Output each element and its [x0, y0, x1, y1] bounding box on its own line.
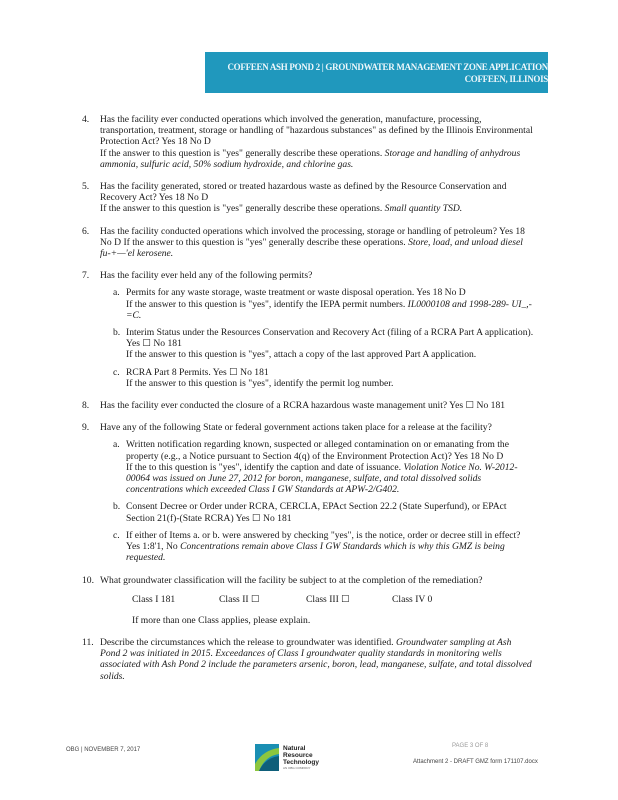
question-9c [113, 530, 534, 564]
question-number: 7. [82, 270, 90, 282]
question-7a [113, 287, 534, 321]
class-iii-option[interactable]: Class III ☐ [306, 593, 350, 605]
header-title: COFFEEN ASH POND 2 | GROUNDWATER MANAGEMENT ZONE APPLICATION [227, 62, 548, 72]
question-text: Has the facility conducted operations which involved the processing, storage or handling of petroleum? Yes 18 No D If the answer to this question is "yes" generally describe these operations. [100, 225, 525, 248]
page-number: PAGE 3 OF 8 [452, 743, 489, 749]
sub-text: Interim Status under the Resources Conservation and Recovery Act (filing of a RCRA Part A application). Yes ☐ No 181 [126, 327, 534, 350]
question-text: Has the facility ever conducted the closure of a RCRA hazardous waste management unit? Yes ☐ No 181 [100, 400, 506, 412]
followup-text: If the answer to this question is "yes", attach a copy of the last approved Part A application. [126, 349, 477, 361]
question-text: Has the facility ever conducted operations which involved the generation, manufacture, processing, transportation, treatment, storage or handling of "hazardous substances" as defined by the Illinois Environmental Protection Act? Yes 18 No D [100, 114, 533, 148]
question-10 [82, 575, 534, 586]
class-ii-option[interactable]: Class II ☐ [219, 593, 260, 605]
company-logo [255, 744, 319, 771]
logo-tagline: AN OBG COMPANY [283, 766, 311, 770]
form-content [82, 114, 534, 682]
question-text: Has the facility ever held any of the following permits? [100, 270, 313, 282]
logo-text: Technology [283, 759, 319, 766]
question-number: 8. [82, 400, 90, 412]
footer-date: OBG | NOVEMBER 7, 2017 [66, 747, 141, 753]
question-9 [82, 422, 534, 433]
logo-mark-icon [255, 744, 279, 771]
sub-text: RCRA Part 8 Permits. Yes ☐ No 181 [126, 366, 269, 378]
answer-text: Store, load, and unload diesel fu-+—'el kerosene. [100, 236, 523, 260]
question-number: 4. [82, 114, 90, 125]
logo-text: Natural [283, 745, 306, 752]
question-5 [82, 181, 534, 215]
question-number: 5. [82, 181, 90, 193]
question-9a [113, 439, 534, 495]
answer-text: IL0000108 and 1998-289- UI_,-=C. [126, 298, 532, 321]
followup-text: If the answer to this question is "yes" generally describe these operations. [100, 203, 383, 215]
sub-letter: c. [113, 529, 120, 541]
question-4 [82, 114, 534, 170]
question-8 [82, 400, 534, 411]
footer-filename: Attachment 2 - DRAFT GMZ form 171107.docx [413, 759, 538, 765]
question-text: Describe the circumstances which the release to groundwater was identified. [100, 636, 394, 648]
answer-text: Concentrations remain above Class I GW Standards which is why this GMZ is being requested. [126, 541, 505, 564]
sub-letter: b. [113, 501, 121, 513]
question-7b [113, 327, 534, 361]
sub-letter: a. [113, 439, 120, 451]
followup-text: If the answer to this question is "yes", identify the IEPA permit numbers. [126, 298, 406, 310]
question-number: 6. [82, 225, 90, 237]
followup-text: If the answer to this question is "yes" generally describe these operations. [100, 147, 383, 159]
question-text: Has the facility generated, stored or treated hazardous waste as defined by the Resource Conservation and Recovery Act? Yes 18 No D [100, 181, 507, 204]
question-text: What groundwater classification will the facility be subject to at the completion of the remediation? [100, 574, 483, 586]
answer-text: Groundwater sampling at Ash Pond 2 was initiated in 2015. Exceedances of Class I groundwater quality standards in monitoring wells associated with Ash Pond 2 include the parameters arsenic, boron, lead, manganese, sulfate, and total dissolved solids. [100, 636, 532, 682]
answer-text: Storage and handling of anhydrous ammonia, sulfuric acid, 50% sodium hydroxide, and chlorine gas. [100, 147, 521, 170]
logo-text: Resource [283, 752, 313, 759]
sub-text: Permits for any waste storage, waste treatment or waste disposal operation. Yes 18 No D [126, 287, 466, 299]
sub-text: If either of Items a. or b. were answered by checking "yes", is the notice, order or decree still in effect? Yes 1:8'1, No [126, 529, 521, 553]
question-text: Have any of the following State or federal government actions taken place for a release at the facility? [100, 422, 492, 434]
class-options-row [82, 594, 534, 606]
sub-letter: b. [113, 327, 121, 339]
class-explain-prompt: If more than one Class applies, please explain. [132, 614, 311, 626]
class-iv-option[interactable]: Class IV 0 [392, 593, 433, 605]
sub-letter: a. [113, 287, 120, 299]
question-6 [82, 226, 534, 260]
sub-letter: c. [113, 366, 120, 378]
question-7 [82, 270, 534, 281]
class-i-option[interactable]: Class I 181 [132, 593, 176, 605]
question-number: 11. [82, 636, 94, 648]
answer-text: Violation Notice No. W-2012-00064 was issued on June 27, 2012 for boron, manganese, sulfate, and total dissolved solids concentrations which exceeded Class I GW Standards at APW-2/G402. [126, 461, 518, 496]
sub-text: Written notification regarding known, suspected or alleged contamination on or emanating from the property (e.g., a Notice pursuant to Section 4(q) of the Environment Protection Act)? Yes 18 No D [126, 439, 509, 462]
question-9b [113, 501, 534, 523]
followup-text: If the to this question is "yes", identify the caption and date of issuance. [126, 461, 402, 473]
followup-text: If the answer to this question is "yes", identify the permit log number. [126, 377, 394, 389]
header-location: COFFEEN, ILLINOIS [464, 74, 548, 84]
header-banner [205, 52, 548, 93]
question-7c [113, 367, 534, 389]
question-number: 9. [82, 422, 90, 434]
question-11 [82, 637, 534, 682]
question-number: 10. [82, 574, 94, 586]
answer-text: Small quantity TSD. [384, 203, 463, 215]
sub-text: Consent Decree or Order under RCRA, CERCLA, EPAct Section 22.2 (State Superfund), or EPAct Section 21(f)-(State RCRA) Yes ☐ No 181 [126, 501, 507, 524]
